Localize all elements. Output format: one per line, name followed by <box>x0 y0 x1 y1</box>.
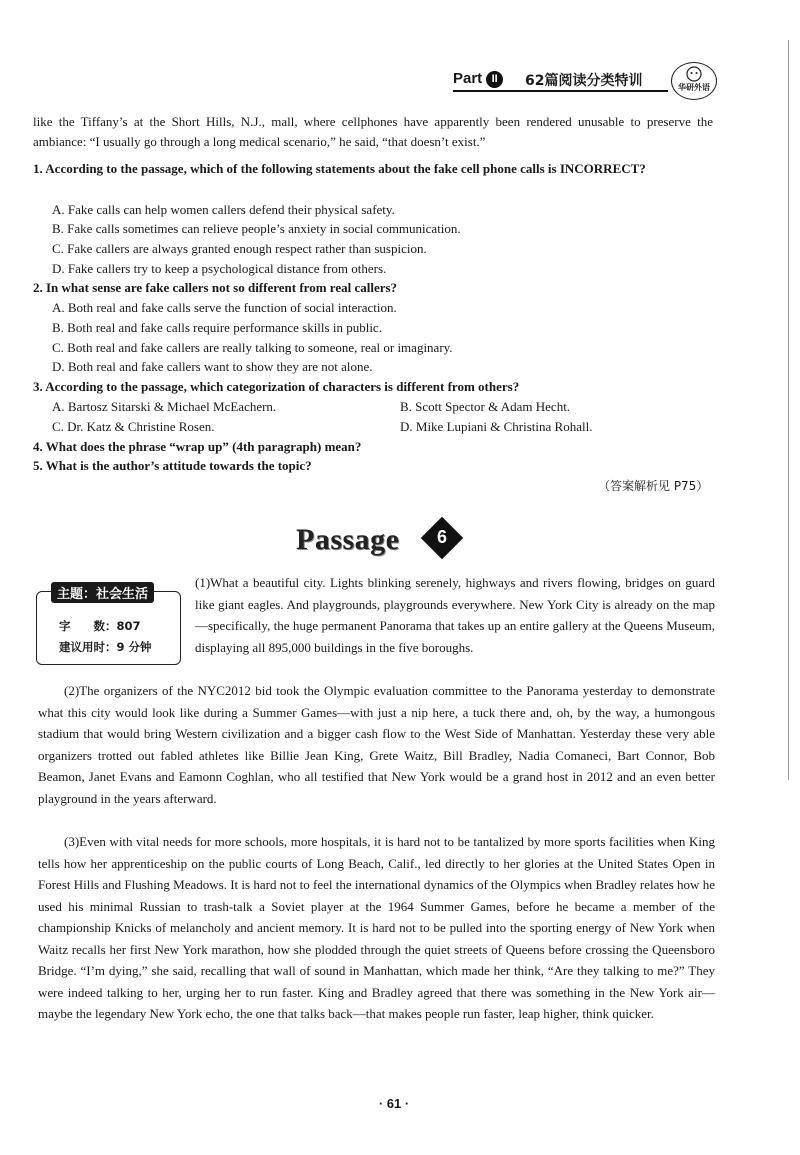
q2-option-d: D. Both real and fake callers want to show they are not alone. <box>52 359 373 374</box>
q2-option-b: B. Both real and fake calls require performance skills in public. <box>52 320 382 335</box>
q1-option-c: C. Fake callers are always granted enough respect rather than suspicion. <box>52 241 427 256</box>
q2-option-a: A. Both real and fake calls serve the function of social interaction. <box>52 300 397 315</box>
page-header <box>453 62 763 102</box>
topic-label: 主题：社会生活 <box>51 582 154 603</box>
part-label <box>453 70 503 88</box>
logo-face-icon <box>672 63 716 83</box>
passage-info-box <box>36 587 181 665</box>
q3-option-d: D. Mike Lupiani & Christina Rohall. <box>400 419 593 434</box>
passage-title: Passage <box>296 523 400 556</box>
answer-reference: （答案解析见 P75） <box>598 479 709 493</box>
paragraph-2: (2)The organizers of the NYC2012 bid took the Olympic evaluation committee to the Panorama yesterday to demonstrate what this city would look like during a Summer Games—with just a nip here, a tuck there and, oh, by the way, a humongous stadium that would bring Western civilization and a bigger cash flow to the West Side of Manhattan. Yesterday these very able organizers trotted out fabled athletes like Billie Jean King, Grete Waitz, Bill Bradley, Nadia Comaneci, Bart Connor, Bob Beamon, Janet Evans and Eamonn Coghlan, who all testified that New York would be a grand host in 2012 and an even better playground in the years afterward. <box>38 683 715 806</box>
passage-number: 6 <box>436 527 447 547</box>
q3-option-a: A. Bartosz Sitarski & Michael McEachern. <box>52 399 277 414</box>
question-2: 2. In what sense are fake callers not so different from real callers? <box>33 280 398 295</box>
page-edge-line <box>788 40 789 780</box>
q3-option-c: C. Dr. Katz & Christine Rosen. <box>52 419 215 434</box>
continuation-paragraph: like the Tiffany’s at the Short Hills, N.J., mall, where cellphones have apparently been rendered unusable to preserve the ambiance: “I usually go through a long medical scenario,” he said, “that doesn’t exist.” <box>33 114 713 149</box>
q1-option-b: B. Fake calls sometimes can relieve people’s anxiety in social communication. <box>52 221 461 236</box>
question-1: 1. According to the passage, which of the following statements about the fake cell phone calls is INCORRECT? <box>33 161 646 176</box>
q1-option-d: D. Fake callers try to keep a psychological distance from others. <box>52 261 387 276</box>
logo-text: 华研外语 <box>678 83 710 92</box>
part-number-badge: II <box>486 71 503 88</box>
part-label-text: Part <box>453 70 483 87</box>
q2-option-c: C. Both real and fake callers are really talking to someone, real or imaginary. <box>52 340 453 355</box>
paragraph-1: (1)What a beautiful city. Lights blinking serenely, highways and rivers flowing, bridges on guard like giant eagles. And playgrounds, playgrounds everywhere. New York City is already on the map—specifically, the huge permanent Panorama that takes up an entire gallery at the Queens Museum, displaying all 895,000 buildings in the five boroughs. <box>195 575 715 655</box>
question-3: 3. According to the passage, which categorization of characters is different from others? <box>33 379 520 394</box>
question-4: 4. What does the phrase “wrap up” (4th paragraph) mean? <box>33 439 362 454</box>
section-title: 62篇阅读分类特训 <box>525 73 643 89</box>
word-count: 字 数：807 <box>59 619 141 633</box>
q3-option-b: B. Scott Spector & Adam Hecht. <box>400 399 571 414</box>
paragraph-3: (3)Even with vital needs for more schools, more hospitals, it is hard not to be tantalized by more sports facilities when King tells how her apprenticeship on the public courts of Long Beach, Calif., led directly to her glories at the United States Open in Forest Hills and Flushing Meadows. It is hard not to feel the international dynamics of the Olympics when Bradley relates how he used his minimal Russian to trash-talk a Soviet player at the 1964 Summer Games, before he became a member of the championship Knicks of melancholy and ancient memory. It is hard not to be pulled into the sporting energy of New York when Waitz recalls her first New York marathon, how she plodded through the quiet streets of Queens before crossing the Queensboro Bridge. “I’m dying,” she said, recalling that wall of sound in Manhattan, which made her think, “Are they talking to me?” They were indeed talking to her, urging her to run faster. King and Bradley agreed that there was something in the New York air—maybe the legendary New York echo, the one that talks back—that makes people run faster, leap higher, think quicker. <box>38 834 715 1021</box>
suggested-time: 建议用时：9 分钟 <box>59 640 152 654</box>
page-number: · 61 · <box>378 1096 410 1111</box>
header-rule <box>453 90 668 92</box>
question-5: 5. What is the author’s attitude towards the topic? <box>33 458 312 473</box>
publisher-logo-icon <box>671 62 717 100</box>
q1-option-a: A. Fake calls can help women callers defend their physical safety. <box>52 202 395 217</box>
